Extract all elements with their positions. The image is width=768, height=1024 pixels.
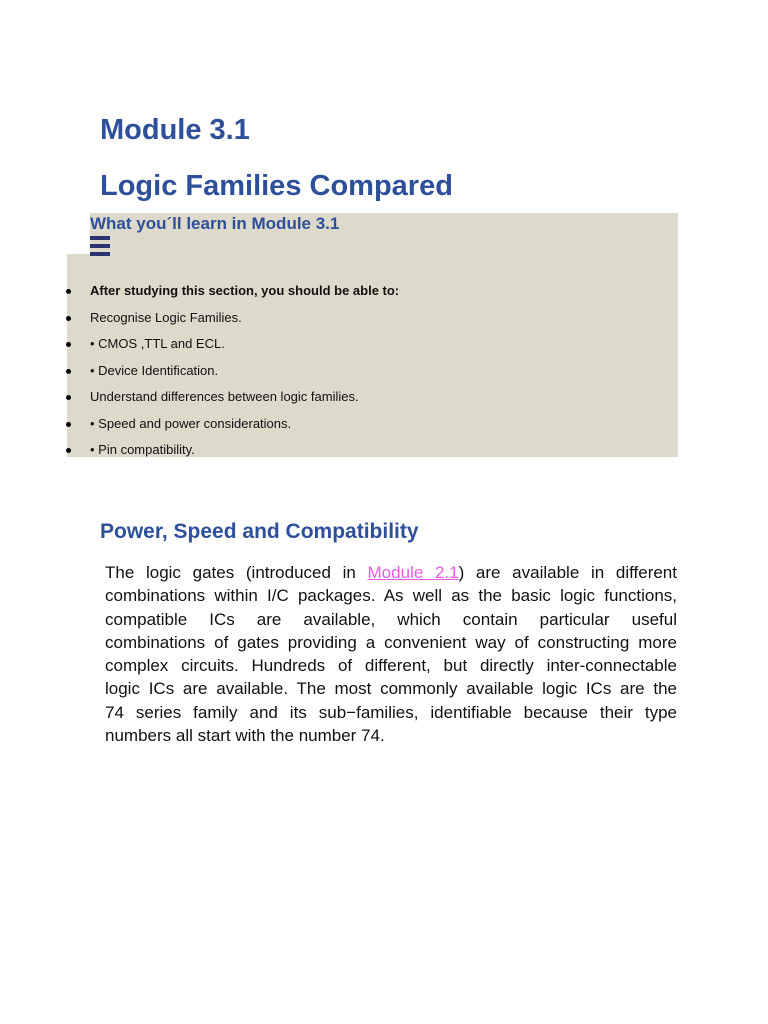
- bullet-icon: [66, 422, 71, 427]
- bullet-icon: [66, 316, 71, 321]
- list-item-text: • Speed and power considerations.: [90, 415, 292, 431]
- module-2-1-link[interactable]: Module 2.1: [367, 563, 459, 582]
- list-item-text: After studying this section, you should be able to:: [90, 283, 400, 298]
- module-subtitle: Logic Families Compared: [100, 170, 453, 202]
- paragraph-text: The logic gates (introduced in: [105, 563, 368, 582]
- paragraph-text: ) are available in different: [458, 563, 677, 582]
- bullet-icon: [66, 342, 71, 347]
- list-item: [0, 307, 600, 329]
- paragraph-line: [105, 561, 677, 584]
- paragraph-line: compatible ICs are available, which contain particular useful: [105, 609, 677, 629]
- learning-objectives-heading: What you´ll learn in Module 3.1: [90, 214, 340, 233]
- menu-icon[interactable]: [90, 236, 110, 256]
- paragraph-line: combinations within I/C packages. As well as the basic logic functions,: [105, 586, 677, 606]
- section-heading: Power, Speed and Compatibility: [100, 520, 419, 543]
- paragraph-line: numbers all start with the number 74.: [105, 726, 385, 746]
- list-item: [0, 360, 600, 382]
- paragraph-line: 74 series family and its sub−families, identifiable because their type: [105, 702, 677, 722]
- bullet-icon: [66, 369, 71, 374]
- list-item: [0, 439, 600, 461]
- bullet-icon: [66, 395, 71, 400]
- body-paragraph: [105, 561, 677, 747]
- list-item-text: Recognise Logic Families.: [90, 309, 242, 325]
- list-item: [0, 386, 600, 408]
- paragraph-line: complex circuits. Hundreds of different, but directly inter-connectable: [105, 656, 677, 676]
- paragraph-line: logic ICs are available. The most commonly available logic ICs are the: [105, 679, 677, 699]
- list-item-text: Understand differences between logic families.: [90, 389, 359, 404]
- bullet-icon: [66, 448, 71, 453]
- paragraph-line: combinations of gates providing a convenient way of constructing more: [105, 632, 677, 652]
- list-item-text: • Pin compatibility.: [90, 442, 195, 457]
- list-item: [0, 333, 600, 355]
- bullet-icon: [66, 289, 71, 294]
- list-item-text: • Device Identification.: [90, 362, 219, 378]
- learning-box-notch: [67, 213, 90, 254]
- list-item: [0, 280, 600, 302]
- list-item: [0, 413, 600, 435]
- list-item-text: • CMOS ,TTL and ECL.: [90, 336, 225, 351]
- module-title: Module 3.1: [100, 114, 250, 146]
